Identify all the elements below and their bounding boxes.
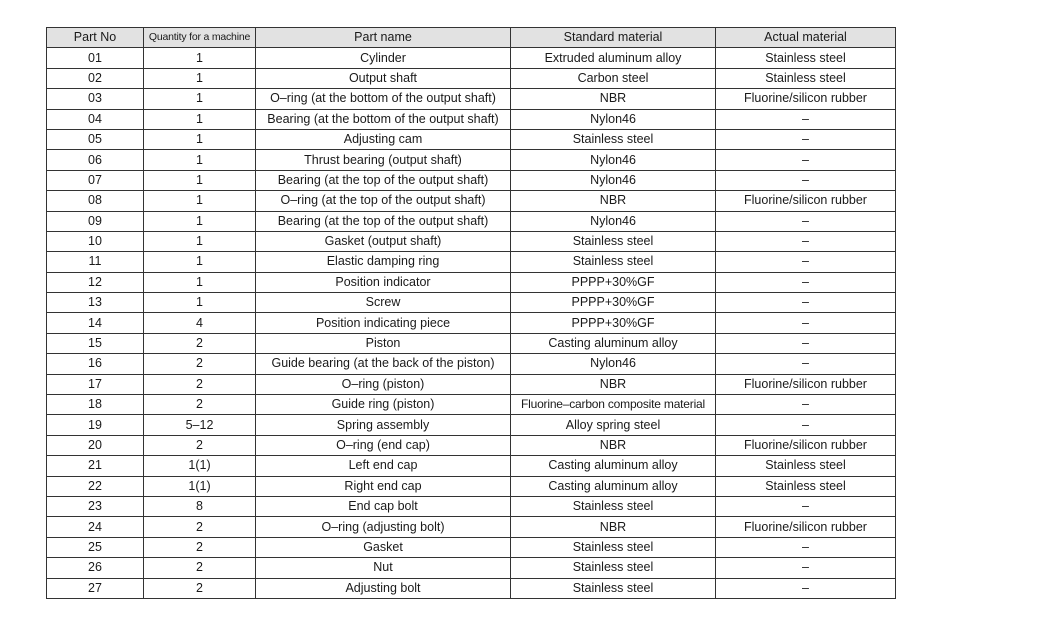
cell-quantity: 8 — [144, 496, 256, 516]
cell-standard-material: NBR — [511, 89, 716, 109]
cell-part-name: Piston — [256, 333, 511, 353]
cell-quantity: 2 — [144, 333, 256, 353]
cell-part-no: 13 — [47, 293, 144, 313]
table-row — [47, 68, 896, 88]
cell-actual-material: – — [716, 537, 896, 557]
cell-actual-material: Stainless steel — [716, 68, 896, 88]
cell-part-name: Gasket (output shaft) — [256, 231, 511, 251]
cell-part-no: 09 — [47, 211, 144, 231]
cell-part-no: 18 — [47, 395, 144, 415]
cell-part-name: O–ring (piston) — [256, 374, 511, 394]
cell-actual-material: Fluorine/silicon rubber — [716, 191, 896, 211]
cell-standard-material: Fluorine–carbon composite material — [511, 395, 716, 415]
table-row — [47, 476, 896, 496]
table-row — [47, 537, 896, 557]
cell-quantity: 2 — [144, 395, 256, 415]
cell-part-no: 27 — [47, 578, 144, 598]
cell-part-no: 25 — [47, 537, 144, 557]
cell-standard-material: Stainless steel — [511, 252, 716, 272]
cell-quantity: 4 — [144, 313, 256, 333]
table-row — [47, 374, 896, 394]
cell-standard-material: NBR — [511, 517, 716, 537]
cell-quantity: 2 — [144, 578, 256, 598]
cell-part-no: 17 — [47, 374, 144, 394]
cell-part-no: 21 — [47, 456, 144, 476]
cell-standard-material: Casting aluminum alloy — [511, 476, 716, 496]
cell-part-name: Bearing (at the top of the output shaft) — [256, 170, 511, 190]
table-row — [47, 313, 896, 333]
cell-actual-material: Fluorine/silicon rubber — [716, 517, 896, 537]
cell-actual-material: Fluorine/silicon rubber — [716, 89, 896, 109]
cell-part-name: Thrust bearing (output shaft) — [256, 150, 511, 170]
cell-actual-material: – — [716, 354, 896, 374]
cell-standard-material: Casting aluminum alloy — [511, 456, 716, 476]
table-row — [47, 496, 896, 516]
cell-part-name: Position indicating piece — [256, 313, 511, 333]
table-row — [47, 109, 896, 129]
cell-quantity: 2 — [144, 435, 256, 455]
table-row — [47, 435, 896, 455]
cell-actual-material: Fluorine/silicon rubber — [716, 435, 896, 455]
cell-part-no: 23 — [47, 496, 144, 516]
table-row — [47, 578, 896, 598]
table-row — [47, 558, 896, 578]
table-row — [47, 170, 896, 190]
header-part-no: Part No — [47, 28, 144, 48]
cell-standard-material: Alloy spring steel — [511, 415, 716, 435]
cell-quantity: 1 — [144, 68, 256, 88]
cell-actual-material: – — [716, 211, 896, 231]
table-row — [47, 191, 896, 211]
cell-part-no: 26 — [47, 558, 144, 578]
cell-part-no: 22 — [47, 476, 144, 496]
table-row — [47, 48, 896, 68]
header-actual-material: Actual material — [716, 28, 896, 48]
cell-actual-material: Stainless steel — [716, 476, 896, 496]
cell-quantity: 1 — [144, 89, 256, 109]
cell-standard-material: Nylon46 — [511, 211, 716, 231]
cell-part-no: 15 — [47, 333, 144, 353]
cell-part-no: 02 — [47, 68, 144, 88]
cell-part-name: O–ring (adjusting bolt) — [256, 517, 511, 537]
cell-part-name: Left end cap — [256, 456, 511, 476]
cell-standard-material: Carbon steel — [511, 68, 716, 88]
cell-actual-material: – — [716, 170, 896, 190]
cell-standard-material: Casting aluminum alloy — [511, 333, 716, 353]
cell-part-name: Bearing (at the top of the output shaft) — [256, 211, 511, 231]
cell-part-name: Elastic damping ring — [256, 252, 511, 272]
cell-quantity: 2 — [144, 374, 256, 394]
cell-standard-material: PPPP+30%GF — [511, 293, 716, 313]
cell-part-no: 05 — [47, 129, 144, 149]
cell-part-name: O–ring (at the bottom of the output shaft) — [256, 89, 511, 109]
cell-part-no: 24 — [47, 517, 144, 537]
table-row — [47, 395, 896, 415]
cell-quantity: 2 — [144, 537, 256, 557]
cell-quantity: 1(1) — [144, 456, 256, 476]
cell-part-no: 20 — [47, 435, 144, 455]
cell-actual-material: – — [716, 272, 896, 292]
cell-part-name: Guide bearing (at the back of the piston) — [256, 354, 511, 374]
table-row — [47, 89, 896, 109]
cell-standard-material: NBR — [511, 374, 716, 394]
cell-part-name: O–ring (end cap) — [256, 435, 511, 455]
cell-quantity: 1 — [144, 129, 256, 149]
cell-standard-material: Stainless steel — [511, 578, 716, 598]
cell-quantity: 1 — [144, 191, 256, 211]
cell-quantity: 1 — [144, 272, 256, 292]
table-body — [47, 48, 896, 599]
header-part-name: Part name — [256, 28, 511, 48]
cell-part-name: Bearing (at the bottom of the output shaft) — [256, 109, 511, 129]
table-row — [47, 211, 896, 231]
cell-standard-material: Stainless steel — [511, 129, 716, 149]
cell-standard-material: Nylon46 — [511, 354, 716, 374]
cell-quantity: 2 — [144, 517, 256, 537]
table-row — [47, 354, 896, 374]
cell-part-name: Adjusting cam — [256, 129, 511, 149]
cell-standard-material: Nylon46 — [511, 109, 716, 129]
cell-part-name: O–ring (at the top of the output shaft) — [256, 191, 511, 211]
cell-part-name: Right end cap — [256, 476, 511, 496]
cell-quantity: 1(1) — [144, 476, 256, 496]
cell-quantity: 1 — [144, 48, 256, 68]
cell-quantity: 1 — [144, 170, 256, 190]
cell-actual-material: – — [716, 415, 896, 435]
cell-quantity: 1 — [144, 252, 256, 272]
cell-part-no: 10 — [47, 231, 144, 251]
table-row — [47, 129, 896, 149]
table-header-row — [47, 28, 896, 48]
cell-actual-material: – — [716, 313, 896, 333]
cell-standard-material: Stainless steel — [511, 231, 716, 251]
cell-quantity: 1 — [144, 109, 256, 129]
cell-actual-material: – — [716, 129, 896, 149]
cell-part-no: 07 — [47, 170, 144, 190]
cell-part-name: Guide ring (piston) — [256, 395, 511, 415]
cell-quantity: 1 — [144, 150, 256, 170]
cell-part-name: Adjusting bolt — [256, 578, 511, 598]
cell-actual-material: – — [716, 395, 896, 415]
cell-standard-material: NBR — [511, 435, 716, 455]
cell-actual-material: – — [716, 293, 896, 313]
cell-quantity: 5–12 — [144, 415, 256, 435]
cell-actual-material: Stainless steel — [716, 48, 896, 68]
cell-part-no: 19 — [47, 415, 144, 435]
cell-standard-material: Stainless steel — [511, 537, 716, 557]
cell-part-name: Screw — [256, 293, 511, 313]
cell-part-name: Gasket — [256, 537, 511, 557]
table-row — [47, 293, 896, 313]
cell-standard-material: Stainless steel — [511, 558, 716, 578]
cell-standard-material: PPPP+30%GF — [511, 313, 716, 333]
cell-part-name: Position indicator — [256, 272, 511, 292]
cell-standard-material: Stainless steel — [511, 496, 716, 516]
cell-part-no: 08 — [47, 191, 144, 211]
cell-part-name: Cylinder — [256, 48, 511, 68]
cell-actual-material: – — [716, 558, 896, 578]
table-row — [47, 150, 896, 170]
cell-quantity: 2 — [144, 558, 256, 578]
cell-actual-material: – — [716, 231, 896, 251]
cell-part-name: Output shaft — [256, 68, 511, 88]
cell-part-no: 14 — [47, 313, 144, 333]
cell-quantity: 2 — [144, 354, 256, 374]
table-row — [47, 272, 896, 292]
table-row — [47, 252, 896, 272]
table-row — [47, 415, 896, 435]
table-row — [47, 333, 896, 353]
cell-actual-material: Stainless steel — [716, 456, 896, 476]
cell-part-no: 01 — [47, 48, 144, 68]
cell-quantity: 1 — [144, 231, 256, 251]
cell-actual-material: – — [716, 109, 896, 129]
cell-part-no: 11 — [47, 252, 144, 272]
cell-actual-material: – — [716, 252, 896, 272]
cell-part-name: End cap bolt — [256, 496, 511, 516]
cell-standard-material: PPPP+30%GF — [511, 272, 716, 292]
cell-actual-material: – — [716, 150, 896, 170]
table-row — [47, 231, 896, 251]
cell-part-no: 04 — [47, 109, 144, 129]
cell-part-no: 12 — [47, 272, 144, 292]
cell-quantity: 1 — [144, 211, 256, 231]
parts-table — [46, 27, 896, 599]
cell-actual-material: – — [716, 333, 896, 353]
cell-part-no: 16 — [47, 354, 144, 374]
cell-standard-material: Nylon46 — [511, 150, 716, 170]
cell-standard-material: Extruded aluminum alloy — [511, 48, 716, 68]
cell-actual-material: Fluorine/silicon rubber — [716, 374, 896, 394]
cell-actual-material: – — [716, 578, 896, 598]
header-quantity: Quantity for a machine — [144, 28, 256, 48]
table-row — [47, 456, 896, 476]
header-standard-material: Standard material — [511, 28, 716, 48]
cell-part-name: Spring assembly — [256, 415, 511, 435]
cell-actual-material: – — [716, 496, 896, 516]
cell-part-no: 03 — [47, 89, 144, 109]
cell-standard-material: NBR — [511, 191, 716, 211]
cell-part-name: Nut — [256, 558, 511, 578]
cell-standard-material: Nylon46 — [511, 170, 716, 190]
cell-quantity: 1 — [144, 293, 256, 313]
cell-part-no: 06 — [47, 150, 144, 170]
table-row — [47, 517, 896, 537]
